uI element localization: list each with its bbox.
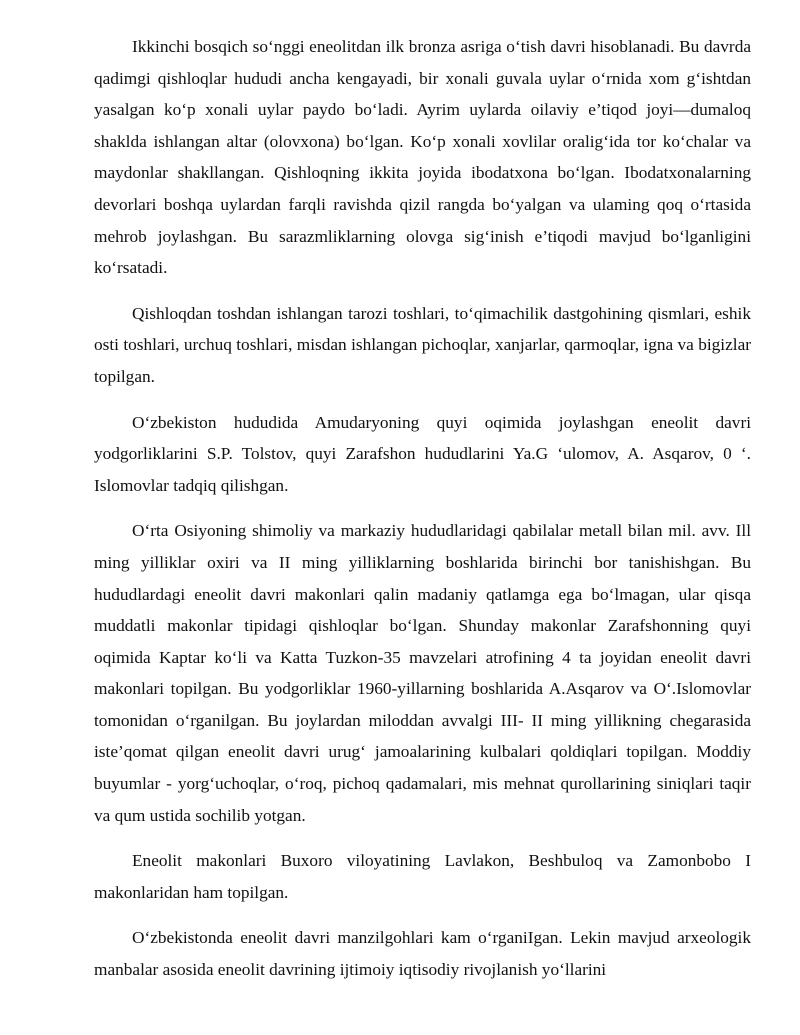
- paragraph-uzbekistan-study: O‘zbekistonda eneolit davri manzilgohlari kam o‘rganiIgan. Lekin mavjud arxeologik manbalar asosida eneolit davrining ijtimoiy iqtisodiy rivojlanish yo‘llarini: [94, 928, 751, 980]
- paragraph-central-asia: O‘rta Osiyoning shimoliy va markaziy hududlaridagi qabilalar metall bilan mil. avv. Ill ming yilliklar oxiri va II ming yilliklarning boshlarida birinchi bor tanishishgan. Bu hududlardagi eneolit davri makonlari qalin madaniy qatlamga ega bo‘lmagan, ular qisqa muddatli makonlar tipidagi qishloqlar bo‘lgan. Shunday makonlar Zarafshonning quyi oqimida Kaptar ko‘li va Katta Tuzkon-35 mavzelari atrofining 4 ta joyidan eneolit davri makonlari topilgan. Bu yodgorliklar 1960-yillarning boshlarida A.Asqarov va O‘.Islomovlar tomonidan o‘rganilgan. Bu joylardan miloddan avvalgi III- II ming yillikning chegarasida iste’qomat qilgan eneolit davri urug‘ jamoalarining kulbalari qoldiqlari topilgan. Moddiy buyumlar - yorg‘uchoqlar, o‘roq, pichoq qadamalari, mis mehnat qurollarining siniqlari taqir va qum ustida sochilib yotgan.: [94, 521, 751, 825]
- paragraph-bukhara-sites: Eneolit makonlari Buxoro viloyatining Lavlakon, Beshbuloq va Zamonbobo I makonlaridan ham topilgan.: [94, 851, 751, 902]
- paragraph-village-finds: Qishloqdan toshdan ishlangan tarozi toshlari, to‘qimachilik dastgohining qismlari, eshik osti toshlari, urchuq toshlari, misdan ishlangan pichoqlar, xanjarlar, qarmoqlar, igna va bigizlar topilgan.: [94, 303, 751, 386]
- document-page: [94, 31, 751, 1000]
- paragraph-transition-period: Ikkinchi bosqich so‘nggi eneolitdan ilk bronza asriga o‘tish davri hisoblanadi. Bu davrda qadimgi qishloqlar hududi ancha kengayadi, bir xonali guvala uylar o‘rnida xom g‘ishtdan yasalgan ko‘p xonali uylar paydo bo‘ladi. Ayrim uylarda oilaviy e’tiqod joyi—dumaloq shaklda ishlangan altar (olovxona) bo‘lgan. Ko‘p xonali xovlilar oralig‘ida tor ko‘chalar va maydonlar shakllangan. Qishloqning ikkita joyida ibodatxona bo‘lgan. Ibodatxonalarning devorlari boshqa uylardan farqli ravishda qizil rangda bo‘yalgan va ulaming qoq o‘rtasida mehrob joylashgan. Bu sarazmliklarning olovga sig‘inish e’tiqodi mavjud bo‘lganligini ko‘rsatadi.: [94, 37, 751, 278]
- paragraph-researchers: O‘zbekiston hududida Amudaryoning quyi oqimida joylashgan eneolit davri yodgorliklarini S.P. Tolstov, quyi Zarafshon hududlarini Ya.G ‘ulomov, A. Asqarov, 0 ‘. Islomovlar tadqiq qilishgan.: [94, 412, 751, 495]
